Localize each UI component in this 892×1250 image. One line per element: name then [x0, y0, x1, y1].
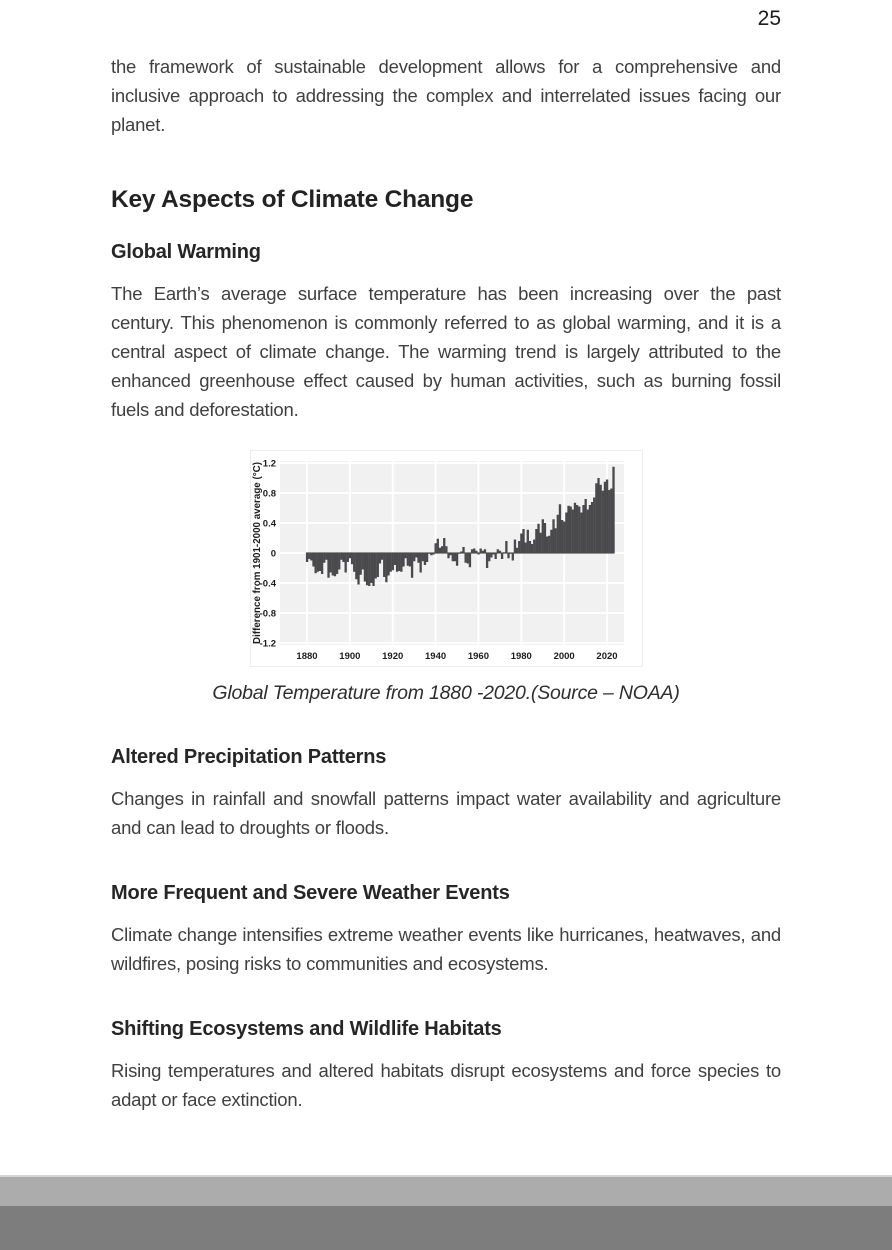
svg-text:0: 0 [270, 548, 276, 560]
svg-text:-1.2: -1.2 [259, 638, 276, 650]
svg-text:1920: 1920 [381, 651, 403, 662]
heading-ecosystems: Shifting Ecosystems and Wildlife Habitats [111, 1018, 502, 1040]
svg-text:-0.4: -0.4 [259, 578, 276, 590]
temperature-anomaly-chart [250, 450, 643, 667]
figure-caption: Global Temperature from 1880 -2020.(Source – NOAA) [212, 682, 680, 704]
footer-bar-dark [0, 1206, 892, 1250]
svg-text:1960: 1960 [467, 651, 489, 662]
svg-text:0.4: 0.4 [262, 518, 276, 530]
intro-paragraph: the framework of sustainable development allows for a comprehensive and inclusive approach to addressing the complex and interrelated issues facing our planet. [111, 56, 781, 135]
svg-text:Difference from 1901-2000 aver: Difference from 1901-2000 average (°C) [251, 462, 263, 644]
paragraph-ecosystems: Rising temperatures and altered habitats disrupt ecosystems and force species to adapt or face extinction. [111, 1060, 781, 1110]
section-title: Key Aspects of Climate Change [111, 186, 474, 213]
svg-text:1940: 1940 [424, 651, 446, 662]
svg-text:0.8: 0.8 [262, 488, 276, 500]
paragraph-precipitation: Changes in rainfall and snowfall patterns impact water availability and agriculture and can lead to droughts or floods. [111, 788, 781, 838]
svg-text:1900: 1900 [338, 651, 360, 662]
svg-text:-0.8: -0.8 [259, 608, 276, 620]
page-content [0, 6, 892, 1114]
temperature-figure [111, 450, 781, 706]
heading-weather-events: More Frequent and Severe Weather Events [111, 882, 510, 904]
page-number: 25 [757, 7, 781, 30]
footer-bar-light [0, 1175, 892, 1206]
heading-precipitation: Altered Precipitation Patterns [111, 746, 387, 768]
svg-text:2020: 2020 [595, 651, 618, 662]
heading-global-warming: Global Warming [111, 241, 261, 263]
svg-text:1880: 1880 [295, 651, 318, 662]
svg-text:1.2: 1.2 [262, 458, 276, 470]
paragraph-global-warming: The Earth’s average surface temperature has been increasing over the past century. This phenomenon is commonly referred to as global warming, and it is a central aspect of climate change. The warming trend is largely attributed to the enhanced greenhouse effect caused by human activities, such as burning fossil fuels and deforestation. [111, 283, 781, 420]
svg-text:1980: 1980 [510, 651, 532, 662]
svg-text:2000: 2000 [553, 651, 575, 662]
paragraph-weather-events: Climate change intensifies extreme weather events like hurricanes, heatwaves, and wildfires, posing risks to communities and ecosystems. [111, 924, 781, 974]
